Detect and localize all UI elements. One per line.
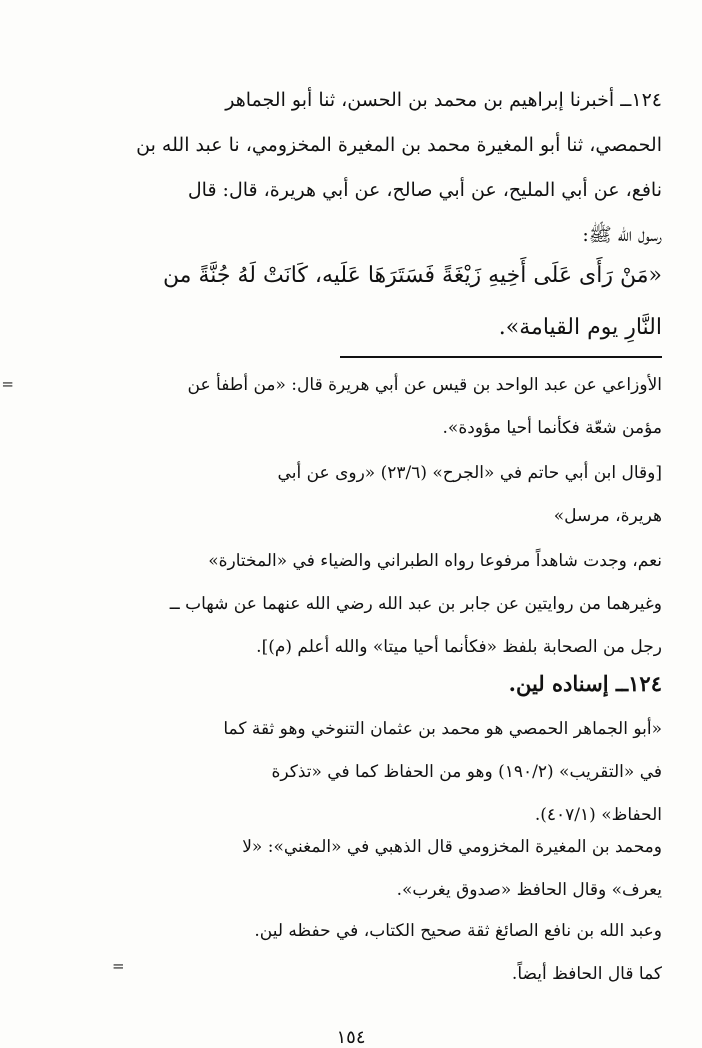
footnote-para-2	[38, 540, 662, 669]
hadith-text	[38, 250, 662, 354]
note-line: يعرف» وقال الحافظ «صدوق يغرب».	[396, 880, 662, 900]
end-marker: =	[112, 957, 125, 975]
footnote-para-3	[38, 708, 662, 837]
note-line: الأوزاعي عن عبد الواحد بن قيس عن أبي هريرة قال: «من أطفأ عن	[187, 375, 662, 395]
main-line-3: نافع، عن أبي المليح، عن أبي صالح، عن أبي هريرة، قال: قال	[187, 179, 662, 201]
note-line: وغيرهما من روايتين عن جابر بن عبد الله رضي الله عنهما عن شهاب ــ	[169, 594, 662, 614]
main-isnad	[38, 78, 662, 258]
hadith-line-2: النَّارِ يوم القيامة».	[498, 315, 662, 340]
note-line: رجل من الصحابة بلفظ «فكأنما أحيا ميتا» والله أعلم (م)].	[256, 637, 662, 657]
main-line-1: ١٢٤ــ أخبرنا إبراهيم بن محمد بن الحسن، ثنا أبو الجماهر	[225, 89, 662, 111]
continuation-marker: =	[1, 375, 14, 393]
main-line-4: رسول الله ﷺ:	[582, 224, 662, 246]
footnote-divider	[340, 356, 662, 358]
note-line: كما قال الحافظ أيضاً.	[511, 964, 662, 984]
footnote-para-5	[38, 910, 662, 996]
note-line: نعم، وجدت شاهداً مرفوعا رواه الطبراني والضياء في «المختارة»	[208, 551, 662, 571]
note-line: الحفاظ» (٤٠٧/١).	[534, 805, 662, 825]
note-line: هريرة، مرسل»	[553, 506, 662, 526]
note-line: مؤمن شعّة فكأنما أحيا مؤودة».	[442, 418, 662, 438]
note-line: ومحمد بن المغيرة المخزومي قال الذهبي في «المغني»: «لا	[242, 837, 662, 857]
footnote-para-1	[38, 452, 662, 538]
note-line: «أبو الجماهر الحمصي هو محمد بن عثمان التنوخي وهو ثقة كما	[223, 719, 662, 739]
main-line-2: الحمصي، ثنا أبو المغيرة محمد بن المغيرة المخزومي، نا عبد الله بن	[136, 134, 662, 156]
note-line: في «التقريب» (١٩٠/٢) وهو من الحفاظ كما في «تذكرة	[271, 762, 662, 782]
footnote-para-4	[38, 826, 662, 912]
note-line: وعبد الله بن نافع الصائغ ثقة صحيح الكتاب، في حفظه لين.	[254, 921, 662, 941]
footnote-heading	[38, 662, 662, 705]
page-number: ١٥٤	[336, 1027, 366, 1048]
note-line: [وقال ابن أبي حاتم في «الجرح» (٢٣/٦) «روى عن أبي	[277, 463, 662, 483]
hadith-line-1: «مَنْ رَأَى عَلَى أَخِيهِ زَيْغَةً فَسَتَرَهَا عَلَيه، كَانَتْ لَهُ جُنَّةً من	[162, 263, 662, 288]
footnote-continuation	[38, 364, 662, 450]
heading-text: ١٢٤ــ إسناده لين.	[508, 671, 662, 696]
